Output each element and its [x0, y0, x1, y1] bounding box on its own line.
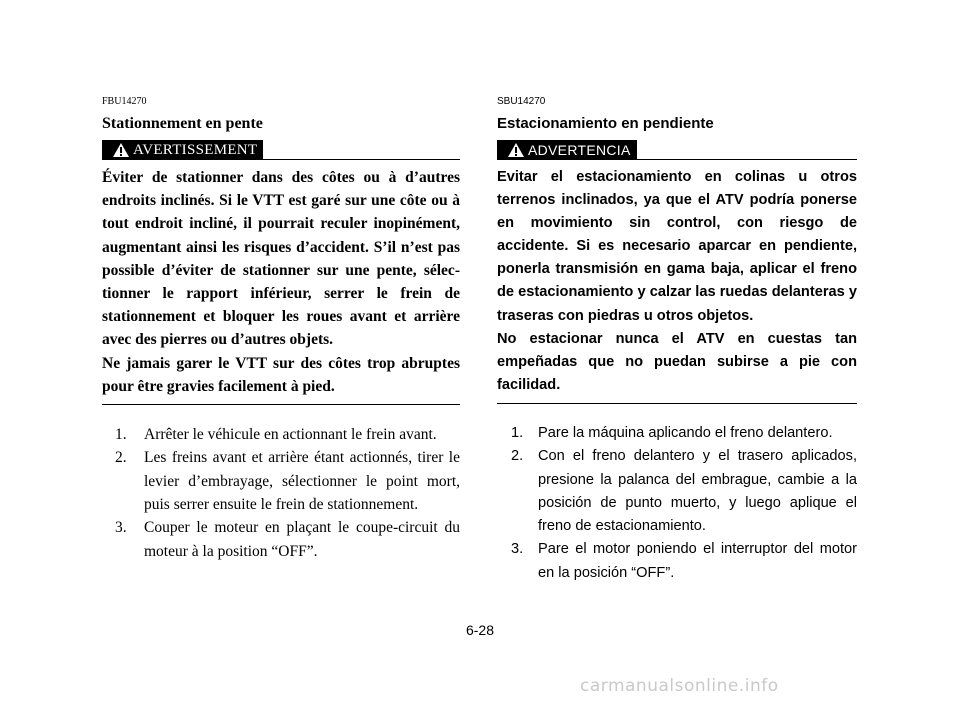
french-column — [102, 96, 460, 563]
page-number: 6-28 — [465, 622, 495, 638]
warning-paragraph: No estacionar nunca el ATV en cuestas tan empeñadas que no puedan subirse a pie con facilidad. — [497, 330, 857, 393]
spanish-column — [497, 96, 857, 585]
step-number: 3. — [115, 519, 127, 537]
section-code: FBU14270 — [102, 96, 147, 107]
warning-text — [497, 166, 857, 397]
list-item — [102, 423, 460, 446]
warning-paragraph: Ne jamais garer le VTT sur des côtes trop abruptes pour être gravies facilement à pied. — [102, 354, 460, 395]
warning-text — [102, 166, 460, 398]
steps-list — [497, 422, 857, 585]
list-item — [497, 422, 857, 445]
step-text: Arrêter le véhicule en actionnant le frein avant. — [144, 426, 437, 444]
list-item — [497, 538, 857, 585]
section-title: Estacionamiento en pendiente — [497, 115, 714, 132]
list-item — [102, 446, 460, 516]
step-text: Couper le moteur en plaçant le coupe-circuit du moteur à la position “OFF”. — [144, 519, 460, 560]
step-number: 2. — [511, 448, 524, 465]
step-text: Pare la máquina aplicando el freno delantero. — [538, 424, 833, 441]
warning-paragraph: Éviter de stationner dans des côtes ou à d’autres endroits inclinés. Si le VTT est garé sur une côte ou à tout endroit incliné, il pourrait reculer inopinément, augmentant ainsi les risques d’accident. S’il n’est pas possible d’éviter de stationner sur une pente, sélectionner le rapport inférieur, serrer le frein de stationnement et bloquer les roues avant et arrière avec des pierres ou d’autres objets. — [102, 169, 460, 349]
warning-end-rule — [497, 403, 857, 404]
section-code: SBU14270 — [497, 96, 546, 107]
list-item — [497, 445, 857, 538]
warning-header — [497, 138, 857, 160]
warning-end-rule — [102, 404, 460, 405]
step-number: 1. — [115, 426, 127, 444]
step-text: Les freins avant et arrière étant actionnés, tirer le levier d’embrayage, sélectionner le point mort, puis serrer ensuite le frein de stationnement. — [144, 449, 460, 513]
warning-triangle-icon — [112, 142, 130, 158]
step-number: 2. — [115, 449, 127, 467]
steps-list — [102, 423, 460, 563]
warning-rule — [637, 159, 857, 160]
warning-badge — [497, 140, 637, 160]
warning-label: ADVERTENCIA — [528, 142, 631, 158]
warning-badge — [102, 140, 263, 160]
step-text: Pare el motor poniendo el interruptor del motor en la posición “OFF”. — [538, 541, 857, 581]
warning-rule — [263, 159, 460, 160]
step-text: Con el freno delantero y el trasero aplicados, presione la palanca del embrague, cambie a la posición de punto muerto, y luego aplique el freno de estacionamiento. — [538, 448, 857, 535]
step-number: 1. — [511, 424, 524, 441]
list-item — [102, 516, 460, 563]
warning-triangle-icon — [507, 142, 525, 158]
warning-paragraph: Evitar el estacionamiento en colinas u otros terrenos inclinados, ya que el ATV podría ponerse en movimiento sin control, con riesgo de accidente. Si es necesario aparcar en pendiente, ponerla transmisión en gama baja, aplicar el freno de estacionamiento y calzar las ruedas delanteras y traseras con piedras u otros objetos. — [497, 169, 857, 324]
warning-label: AVERTISSEMENT — [133, 141, 258, 158]
step-number: 3. — [511, 541, 524, 558]
section-title: Stationnement en pente — [102, 115, 263, 132]
watermark: carmanualsonline.info — [580, 676, 779, 696]
warning-header — [102, 138, 460, 160]
